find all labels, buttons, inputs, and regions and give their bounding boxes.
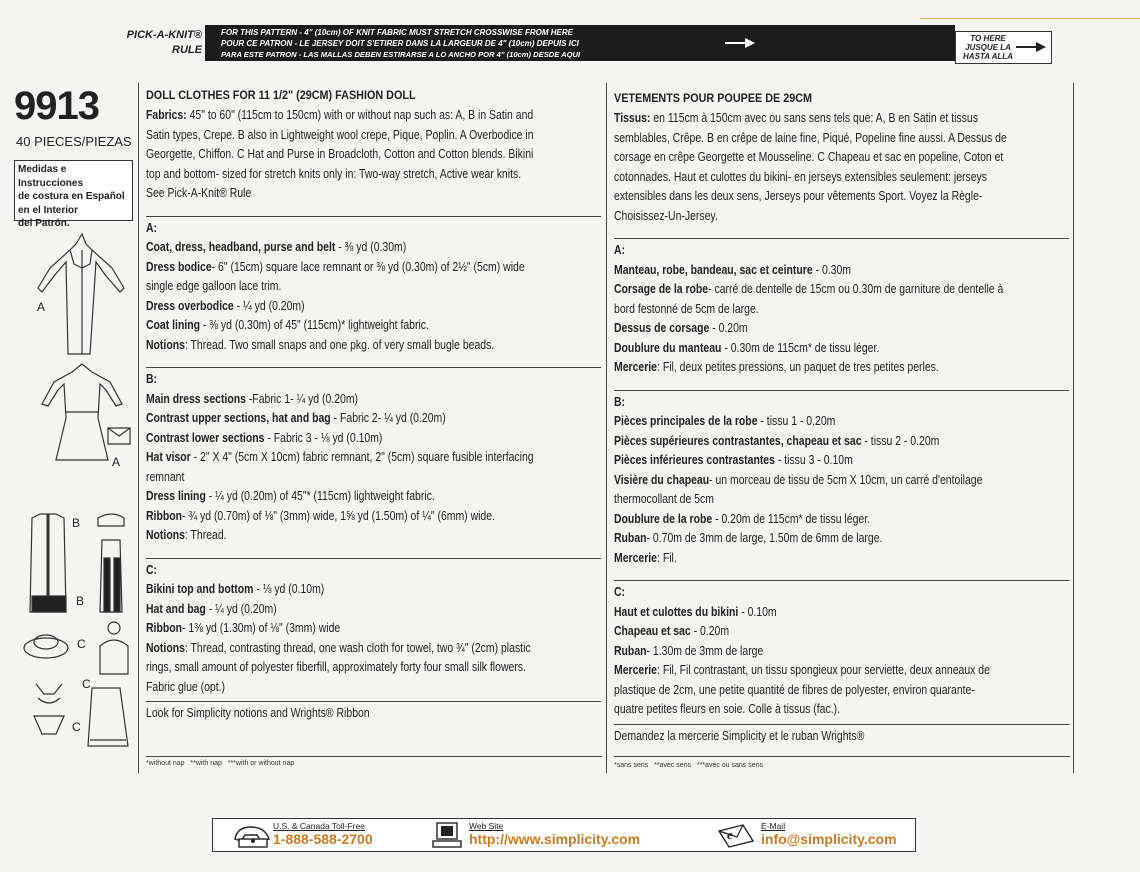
line-text: - un morceau de tissu de 5cm X 10cm, un carré d'entoilage — [709, 472, 983, 487]
bold-term: Dress overbodice — [146, 298, 234, 313]
bold-term: Haut et culottes du bikini — [614, 604, 739, 619]
phone-number[interactable]: 1-888-588-2700 — [273, 831, 373, 847]
line-text: See Pick-A-Knit® Rule — [146, 186, 252, 200]
text-line — [146, 468, 524, 488]
line-text: - 2" X 4" (5cm X 10cm) fabric remnant, 2" (5cm) square fusible interfacing — [190, 450, 534, 464]
bikini-and-towel-view-c-sketch — [34, 684, 128, 746]
french-title: VETEMENTS POUR POUPEE DE 29CM — [614, 91, 813, 105]
text-line — [146, 258, 524, 278]
pick-a-knit-label-line2: RULE — [172, 44, 202, 56]
text-line — [614, 510, 992, 530]
coat-view-a-sketch — [38, 234, 124, 354]
text-line — [614, 700, 992, 720]
spanish-note-line: de costura en Español — [18, 191, 125, 202]
text-line — [614, 129, 1007, 149]
view-label: B — [72, 516, 81, 530]
line-text: top and bottom- sized for stretch knits only in: Two-way stretch, Active wear knits. — [146, 166, 522, 181]
bold-term: Tissus: — [614, 111, 651, 125]
to-here-line2: JUSQUE LA — [965, 43, 1011, 52]
text-line — [614, 187, 992, 207]
pick-a-knit-label — [120, 28, 202, 58]
text-line — [614, 451, 992, 471]
text-line — [146, 487, 524, 507]
line-text: - 0.70m de 3mm de large, 1.50m de 6mm de large. — [646, 531, 883, 545]
text-line — [146, 507, 524, 527]
bold-term: Doublure de la robe — [614, 511, 713, 526]
french-footnote: *sans sens **avec sens ***avec ou sans sens — [614, 762, 764, 769]
text-line — [614, 529, 992, 549]
spanish-note-line: Medidas e Instrucciones — [18, 164, 84, 189]
text-line — [146, 336, 524, 356]
phone-label: U.S. & Canada Toll-Free — [273, 821, 365, 831]
english-footnote: *without nap **with nap ***with or without nap — [146, 760, 295, 767]
bold-term: Pièces supérieures contrastantes, chapeau et sac — [614, 433, 862, 448]
text-line — [614, 490, 992, 510]
line-text: extensibles dans les deux sens, Jerseys pour vêtements Sport. Voyez la Règle- — [614, 189, 983, 203]
line-text: semblables, Crêpe. B en crêpe de laine fine, Piqué, Popeline fine aussi. A Dessus de — [614, 130, 1007, 145]
view-label: A — [112, 455, 121, 469]
bold-term: Ribbon — [146, 621, 183, 635]
bold-term: Pièces inférieures contrastantes — [614, 453, 775, 467]
section-label: C: — [614, 585, 626, 599]
view-label: C — [77, 637, 86, 651]
section-divider — [614, 390, 1069, 391]
text-line — [614, 168, 992, 188]
section-label: B: — [614, 394, 626, 409]
line-text: - carré de dentelle de 15cm ou 0.30m de garniture de dentelle à — [708, 282, 1004, 296]
line-text: - ⅜ yd (0.30m) of 45" (115cm)* lightweight fabric. — [200, 318, 429, 332]
line-text: en 115cm à 150cm avec ou sans sens tels que: A, B en Satin et tissus — [650, 111, 978, 125]
bold-term: Notions — [146, 528, 185, 542]
text-line — [146, 409, 524, 429]
section-label: B: — [146, 372, 158, 386]
hat-and-bag-view-c-sketch — [24, 622, 128, 674]
telephone-icon — [231, 821, 273, 854]
bold-term: Main dress sections — [146, 391, 246, 406]
bold-term: Doublure du manteau — [614, 340, 722, 355]
bold-term: Ribbon — [146, 508, 183, 523]
stretch-line-es: PARA ESTE PATRON - LAS MALLAS DEBEN ESTIRARSE A LO ANCHO POR 4" (10cm) DESDE AQUI — [221, 50, 581, 59]
line-text: Georgette, Chiffon. C Hat and Purse in Broadcloth, Cotton and Cotton blends. Bikini — [146, 147, 534, 161]
bold-term: Hat and bag — [146, 601, 206, 616]
line-text: rings, small amount of polyester fiberfill, approximately forty four small silk flowers. — [146, 660, 526, 674]
text-line — [146, 639, 531, 659]
bold-term: Fabrics: — [146, 108, 187, 122]
line-text: - 0.30m — [812, 262, 852, 277]
section-label: A: — [614, 243, 626, 257]
bold-term: Corsage de la robe — [614, 282, 709, 296]
web-label: Web Site — [469, 821, 504, 831]
text-line — [146, 619, 524, 639]
bold-term: Mercerie — [614, 360, 658, 374]
bold-term: Notions — [146, 640, 185, 655]
pattern-number: 9913 — [14, 84, 99, 128]
text-line — [146, 126, 534, 146]
line-text: thermocollant de 5cm — [614, 492, 714, 506]
view-label: C — [82, 677, 91, 691]
bold-term: Dress lining — [146, 489, 206, 503]
view-label: A — [37, 300, 46, 314]
bold-term: Dessus de corsage — [614, 321, 710, 335]
bold-term: Coat lining — [146, 318, 201, 332]
line-text: single edge galloon lace trim. — [146, 279, 282, 293]
arrow-right-icon — [1016, 41, 1046, 55]
section-divider — [614, 724, 1069, 725]
email-label: E-Mail — [761, 821, 786, 831]
text-line — [614, 148, 1004, 168]
line-text: - 1.30m de 3mm de large — [646, 643, 764, 658]
section-divider — [146, 701, 601, 702]
stretch-line-en: FOR THIS PATTERN - 4" (10cm) OF KNIT FABRIC MUST STRETCH CROSSWISE FROM HERE — [221, 28, 573, 37]
line-text: - ¼ yd (0.20m) — [233, 298, 305, 313]
line-text: - tissu 1 - 0.20m — [757, 414, 836, 428]
line-text: - ¾ yd (0.70m) of ⅛" (3mm) wide, 1⅝ yd (1.50m) of ¼" (6mm) wide. — [182, 508, 495, 523]
text-line — [146, 277, 524, 297]
piece-count: 40 PIECES/PIEZAS — [16, 134, 132, 149]
spanish-note-line: en el Interior — [18, 204, 79, 216]
section-label: A: — [146, 220, 158, 235]
line-text: - Fabric 3 - ⅛ yd (0.10m) — [264, 430, 383, 445]
line-text: Choisissez-Un-Jersey. — [614, 208, 718, 223]
bold-term: Manteau, robe, bandeau, sac et ceinture — [614, 262, 813, 277]
text-line — [614, 358, 992, 378]
text-line — [146, 448, 534, 468]
line-text: cotonnades. Haut et culottes du bikini- en jerseys extensibles seulement: jerseys — [614, 169, 988, 184]
text-line — [614, 661, 992, 681]
line-text: - ⅜ yd (0.30m) — [335, 240, 407, 254]
line-text: - 0.30m de 115cm* de tissu léger. — [721, 340, 880, 355]
line-text: Satin types, Crepe. B also in Lightweight wool crepe, Pique, Poplin. A Overbodice in — [146, 127, 534, 142]
text-line — [614, 681, 992, 701]
text-line — [146, 526, 524, 546]
section-divider — [146, 367, 601, 368]
text-line — [146, 238, 524, 258]
bold-term: Ruban — [614, 531, 647, 545]
dress-view-a-sketch — [42, 364, 130, 460]
text-line — [614, 549, 992, 569]
line-text: : Fil, Fil contrastant, un tissu spongieux pour serviette, deux anneaux de — [657, 663, 990, 677]
section-divider — [614, 580, 1069, 581]
section-divider — [146, 558, 601, 559]
text-line — [146, 580, 524, 600]
text-line — [146, 429, 524, 449]
line-text: - tissu 3 - 0.10m — [774, 453, 853, 467]
line-text: remnant — [146, 469, 185, 484]
text-line — [614, 432, 992, 452]
text-line — [614, 319, 992, 339]
section-label: C: — [146, 562, 158, 577]
to-here-box — [955, 31, 1052, 64]
line-text: : Thread. — [184, 528, 227, 542]
line-text: - 0.20m de 115cm* de tissu léger. — [712, 511, 871, 526]
text-line — [614, 471, 992, 491]
line-text: - 0.20m — [709, 321, 748, 335]
view-label: C — [72, 720, 81, 734]
envelope-icon — [713, 821, 757, 854]
text-line — [146, 145, 534, 165]
line-text: : Thread. Two small snaps and one pkg. of very small bugle beads. — [184, 337, 495, 352]
text-line — [146, 106, 534, 126]
line-text: : Fil. — [657, 550, 677, 565]
text-line — [146, 600, 524, 620]
french-column — [614, 91, 1069, 746]
text-line — [614, 642, 992, 662]
bold-term: Chapeau et sac — [614, 624, 691, 638]
bold-term: Contrast lower sections — [146, 430, 265, 445]
line-text: : Fil, deux petites pressions, un paquet de tres petites perles. — [657, 360, 939, 374]
line-text: - tissu 2 - 0.20m — [861, 433, 940, 448]
line-text: bord festonné de 5cm de large. — [614, 301, 759, 316]
line-text: Fabric glue (opt.) — [146, 679, 226, 694]
line-text: - ⅛ yd (0.10m) — [253, 582, 325, 596]
bold-term: Visière du chapeau — [614, 472, 710, 487]
spanish-instructions-note — [14, 160, 133, 229]
english-title: DOLL CLOTHES FOR 11 1/2" (29CM) FASHION DOLL — [146, 88, 416, 102]
text-line — [614, 207, 992, 227]
web-link[interactable]: http://www.simplicity.com — [469, 831, 641, 847]
bold-term: Coat, dress, headband, purse and belt — [146, 240, 336, 254]
line-text: : Thread, contrasting thread, one wash cloth for towel, two ¾" (2cm) plastic — [184, 640, 531, 655]
line-text: plastique de 2cm, une petite quantité de fibres de polyester, environ quarante- — [614, 682, 975, 697]
line-text: -Fabric 1- ¼ yd (0.20m) — [245, 391, 359, 406]
spanish-note-line: del Patrón. — [18, 218, 70, 229]
svg-text:e: e — [727, 827, 733, 842]
bold-term: Bikini top and bottom — [146, 582, 254, 596]
stretch-line-fr: POUR CE PATRON - LE JERSEY DOIT S'ETIRER DANS LA LARGEUR DE 4" (10cm) DEPUIS ICI — [221, 39, 579, 48]
text-line — [146, 165, 524, 185]
computer-icon — [431, 821, 465, 854]
bold-term: Mercerie — [614, 663, 658, 677]
line-text: - Fabric 2- ¼ yd (0.20m) — [330, 411, 446, 425]
text-line — [146, 297, 524, 317]
arrow-right-icon — [725, 37, 755, 49]
english-column — [146, 88, 601, 724]
bold-term: Dress bodice — [146, 259, 212, 274]
to-here-line1: TO HERE — [970, 34, 1006, 43]
view-label: B — [76, 594, 85, 608]
pick-a-knit-label-line1: PICK-A-KNIT® — [126, 29, 202, 41]
contact-bar — [212, 818, 916, 852]
bold-term: Ruban — [614, 643, 647, 658]
pick-a-knit-rule-bar — [205, 25, 955, 61]
email-link[interactable]: info@simplicity.com — [761, 831, 897, 847]
section-divider — [614, 238, 1069, 239]
line-text: quatre petites fleurs en soie. Colle à tissus (fac.). — [614, 702, 841, 716]
line-text: corsage en crêpe Georgette et Mousseline. C Chapeau et sac en popeline, Coton et — [614, 150, 1004, 164]
line-text: - 0.10m — [738, 604, 777, 619]
text-line — [614, 280, 1004, 300]
line-text: - 1⅜ yd (1.30m) of ⅛" (3mm) wide — [182, 621, 341, 635]
to-here-line3: HASTA ALLA — [963, 52, 1013, 61]
text-line — [146, 390, 524, 410]
line-text: - ¼ yd (0.20m) of 45"* (115cm) lightweight fabric. — [205, 489, 435, 503]
line-text: 45" to 60" (115cm to 150cm) with or without nap such as: A, B in Satin and — [186, 108, 534, 122]
line-text: - 6" (15cm) square lace remnant or ⅜ yd (0.30m) of 2½" (5cm) wide — [211, 259, 525, 274]
text-line — [146, 184, 524, 204]
text-line — [614, 261, 992, 281]
text-line — [146, 658, 524, 678]
bold-term: Pièces principales de la robe — [614, 414, 758, 428]
line-text: - 0.20m — [690, 624, 730, 638]
text-line — [614, 339, 992, 359]
text-line — [614, 300, 992, 320]
text-line — [614, 622, 992, 642]
text-line — [614, 109, 992, 129]
bold-term: Notions — [146, 337, 185, 352]
bold-term: Contrast upper sections, hat and bag — [146, 411, 331, 425]
text-line — [614, 603, 992, 623]
look-for-note: Look for Simplicity notions and Wrights® Ribbon — [146, 706, 370, 720]
text-line — [614, 412, 992, 432]
text-line — [146, 678, 524, 698]
line-text: - ¼ yd (0.20m) — [205, 601, 277, 616]
section-divider — [146, 216, 601, 217]
bold-term: Mercerie — [614, 550, 658, 565]
look-for-note: Demandez la mercerie Simplicity et le ruban Wrights® — [614, 728, 865, 743]
bold-term: Hat visor — [146, 450, 191, 464]
text-line — [146, 316, 524, 336]
